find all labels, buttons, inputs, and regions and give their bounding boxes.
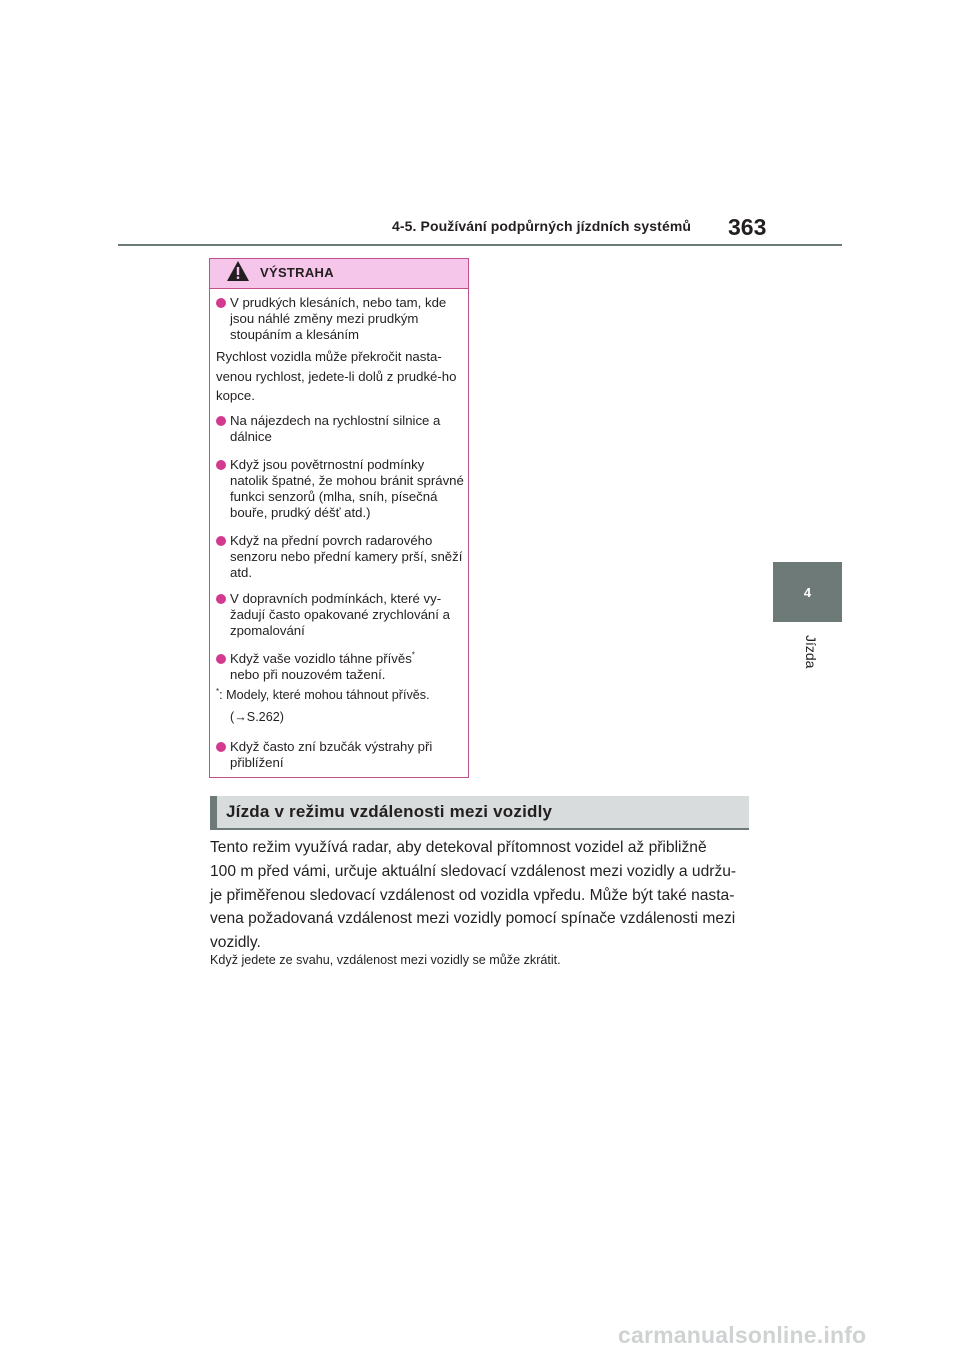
warning-item (216, 591, 464, 639)
warning-item-text: Na nájezdech na rychlostní silnice a dálnice (230, 413, 441, 444)
chapter-tab (773, 562, 842, 622)
bullet-icon (216, 460, 226, 470)
body-line: je přiměřenou sledovací vzdálenost od vozidla vpředu. Může být také nasta- (210, 886, 735, 904)
warning-item (216, 651, 464, 683)
warning-item-text: Když vaše vozidlo táhne přívěs (230, 651, 412, 666)
footnote-marker: *: (216, 686, 223, 702)
bullet-icon (216, 594, 226, 604)
bullet-icon (216, 742, 226, 752)
warning-item-text: Když jsou povětrnostní podmínky natolik špatné, že mohou bránit správné funkci senzorů (mlha, sníh, písečná bouře, prudký déšť atd.) (230, 457, 464, 520)
body-line: vozidly. (210, 934, 261, 952)
warning-item-text (230, 651, 464, 683)
section-heading-bar (210, 796, 217, 828)
footnote (216, 687, 466, 704)
warning-item-suffix: nebo při nouzovém tažení. (230, 667, 386, 682)
warning-item (216, 739, 464, 771)
warning-item-text: V prudkých klesáních, nebo tam, kde jsou náhlé změny mezi prudkým stoupáním a klesáním (230, 295, 447, 342)
footnote-reference: (→S.262) (230, 710, 284, 724)
section-body (210, 836, 755, 955)
warning-title: VÝSTRAHA (260, 265, 334, 280)
section-note: Když jedete ze svahu, vzdálenost mezi vozidly se může zkrátit. (210, 953, 561, 967)
running-header-section: 4-5. Používání podpůrných jízdních systémů (392, 218, 692, 234)
bullet-icon (216, 416, 226, 426)
body-line: 100 m před vámi, určuje aktuální sledovací vzdálenost mezi vozidly a udržu- (210, 862, 737, 880)
bullet-icon (216, 654, 226, 664)
warning-item (216, 533, 464, 581)
warning-item-text: V dopravních podmínkách, které vy-žadují často opakované zrychlování a zpomalování (230, 591, 450, 638)
warning-box (209, 258, 469, 778)
footnote-text: Modely, které mohou táhnout přívěs. (226, 688, 430, 702)
chapter-label: Jízda (803, 635, 819, 669)
section-title: Jízda v režimu vzdálenosti mezi vozidly (226, 802, 553, 821)
warning-triangle-icon (226, 260, 250, 282)
header-divider (118, 244, 842, 246)
warning-item-text: Když často zní bzučák výstrahy při přiblížení (230, 739, 433, 770)
warning-item (216, 295, 464, 343)
warning-item (216, 413, 464, 445)
warning-item (216, 457, 464, 521)
bullet-icon (216, 536, 226, 546)
warning-item-text: Když na přední povrch radarového senzoru nebo přední kamery prší, sněží atd. (230, 533, 463, 580)
speed-note: Rychlost vozidla může překročit nasta-venou rychlost, jedete-li dolů z prudké-ho kopce. (216, 349, 457, 403)
section-heading (210, 796, 749, 830)
bullet-icon (216, 298, 226, 308)
footnote-marker: * (411, 650, 415, 660)
footnote-asterisk: * (216, 686, 220, 696)
chapter-number: 4 (803, 584, 812, 600)
page-number: 363 (728, 214, 767, 240)
body-line: vena požadovaná vzdálenost mezi vozidly pomocí spínače vzdálenosti mezi (210, 910, 736, 928)
watermark: carmanualsonline.info (618, 1322, 867, 1348)
body-line: Tento režim využívá radar, aby detekoval přítomnost vozidel až přibližně (210, 839, 707, 856)
